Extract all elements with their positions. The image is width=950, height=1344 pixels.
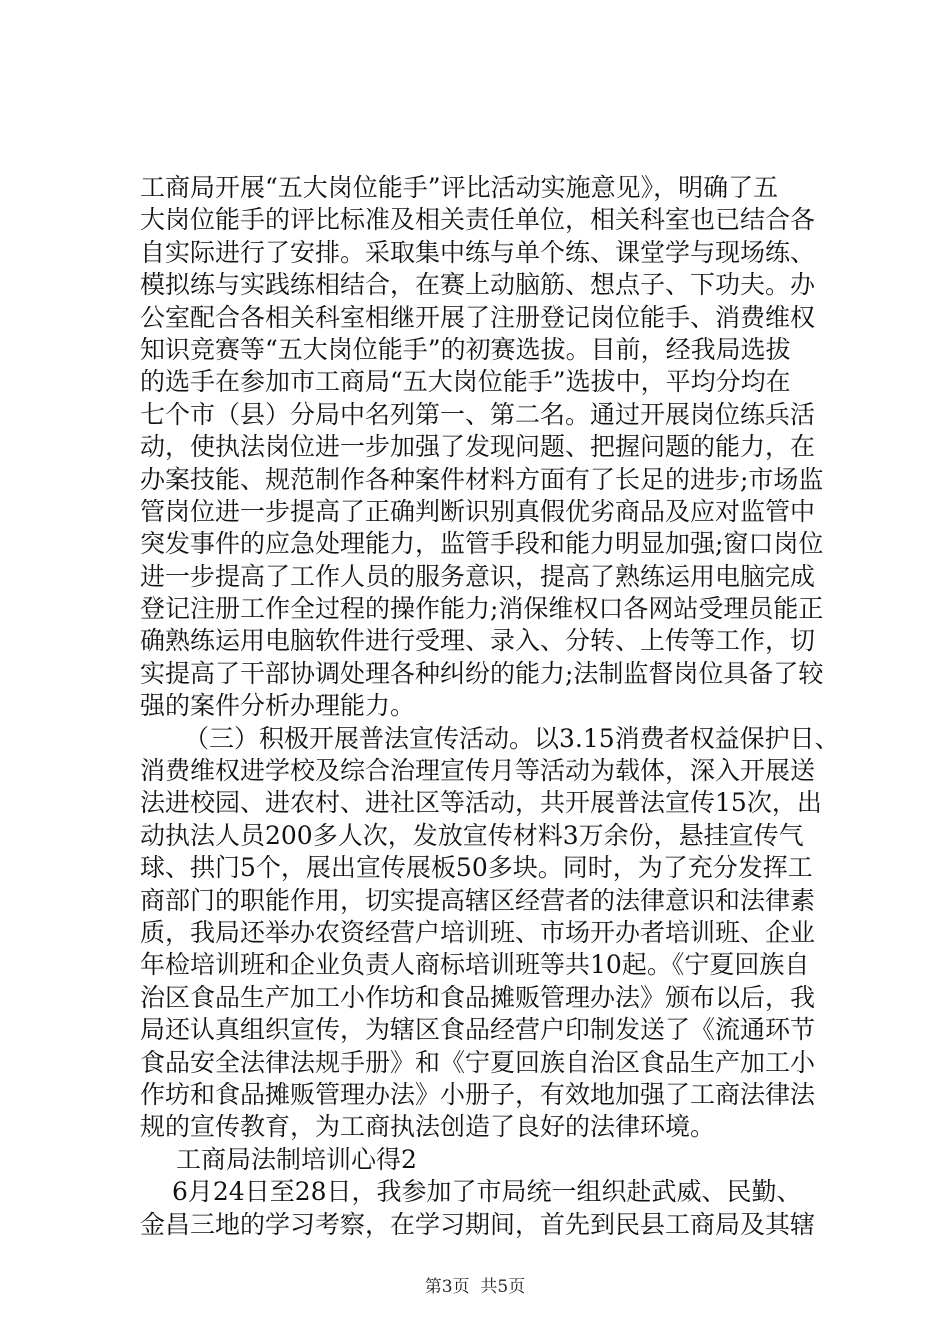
text-line: 七个市（县）分局中名列第一、第二名。通过开展岗位练兵活 [140, 399, 816, 429]
text-line: 动执法人员200多人次，发放宣传材料3万余份，悬挂宣传气 [140, 820, 804, 850]
text-line: 6月24日至28日，我参加了市局统一组织赴武威、民勤、 [172, 1177, 802, 1207]
text-line: 模拟练与实践练相结合，在赛上动脑筋、想点子、下功夫。办 [140, 270, 816, 300]
text-line: 年检培训班和企业负责人商标培训班等共10起。《宁夏回族自 [140, 950, 810, 980]
text-line: 作坊和食品摊贩管理办法》小册子，有效地加强了工商法律法 [140, 1079, 816, 1109]
text-line: 的选手在参加市工商局“五大岗位能手”选拔中，平均分均在 [140, 367, 791, 397]
text-line: 质，我局还举办农资经营户培训班、市场开办者培训班、企业 [140, 917, 816, 947]
text-line: 登记注册工作全过程的操作能力;消保维权口各网站受理员能正 [140, 594, 824, 624]
text-line: 商部门的职能作用，切实提高辖区经营者的法律意识和法律素 [140, 885, 816, 915]
text-line: 办案技能、规范制作各种案件材料方面有了长足的进步;市场监 [140, 464, 824, 494]
text-line: 确熟练运用电脑软件进行受理、录入、分转、上传等工作，切 [140, 626, 816, 656]
text-line: 公室配合各相关科室相继开展了注册登记岗位能手、消费维权 [140, 302, 816, 332]
text-line: 知识竞赛等“五大岗位能手”的初赛选拔。目前，经我局选拔 [140, 334, 791, 364]
text-line: 金昌三地的学习考察，在学习期间，首先到民县工商局及其辖 [140, 1209, 816, 1239]
document-body [140, 172, 840, 1241]
text-line: 规的宣传教育，为工商执法创造了良好的法律环境。 [140, 1112, 716, 1142]
text-line: 消费维权进学校及综合治理宣传月等活动为载体，深入开展送 [140, 756, 816, 786]
text-line: 进一步提高了工作人员的服务意识，提高了熟练运用电脑完成 [140, 561, 816, 591]
text-line: 强的案件分析办理能力。 [140, 691, 416, 721]
text-line: 治区食品生产加工小作坊和食品摊贩管理办法》颁布以后，我 [140, 982, 816, 1012]
text-line: 食品安全法律法规手册》和《宁夏回族自治区食品生产加工小 [140, 1047, 816, 1077]
text-line: 球、拱门5个，展出宣传展板50多块。同时，为了充分发挥工 [140, 853, 813, 883]
text-line: 动，使执法岗位进一步加强了发现问题、把握问题的能力，在 [140, 432, 816, 462]
text-line: 自实际进行了安排。采取集中练与单个练、课堂学与现场练、 [140, 237, 816, 267]
text-line: 工商局开展“五大岗位能手”评比活动实施意见》，明确了五 [140, 173, 779, 202]
text-line: 突发事件的应急处理能力，监管手段和能力明显加强;窗口岗位 [140, 529, 824, 559]
text-line: 局还认真组织宣传，为辖区食品经营户印制发送了《流通环节 [140, 1015, 816, 1045]
page-number-footer: 第3页 共5页 [424, 1277, 526, 1297]
subtitle-line: 工商局法制培训心得2 [176, 1144, 417, 1174]
text-line: 实提高了干部协调处理各种纠纷的能力;法制监督岗位具备了较 [140, 658, 824, 688]
text-line: 大岗位能手的评比标准及相关责任单位，相关科室也已结合各 [140, 205, 816, 235]
text-line: 管岗位进一步提高了正确判断识别真假优劣商品及应对监管中 [140, 496, 816, 526]
text-line: 法进校园、进农村、进社区等活动，共开展普法宣传15次，出 [140, 788, 822, 818]
section-heading-line: （三）积极开展普法宣传活动。以3.15消费者权益保护日、 [184, 723, 840, 753]
